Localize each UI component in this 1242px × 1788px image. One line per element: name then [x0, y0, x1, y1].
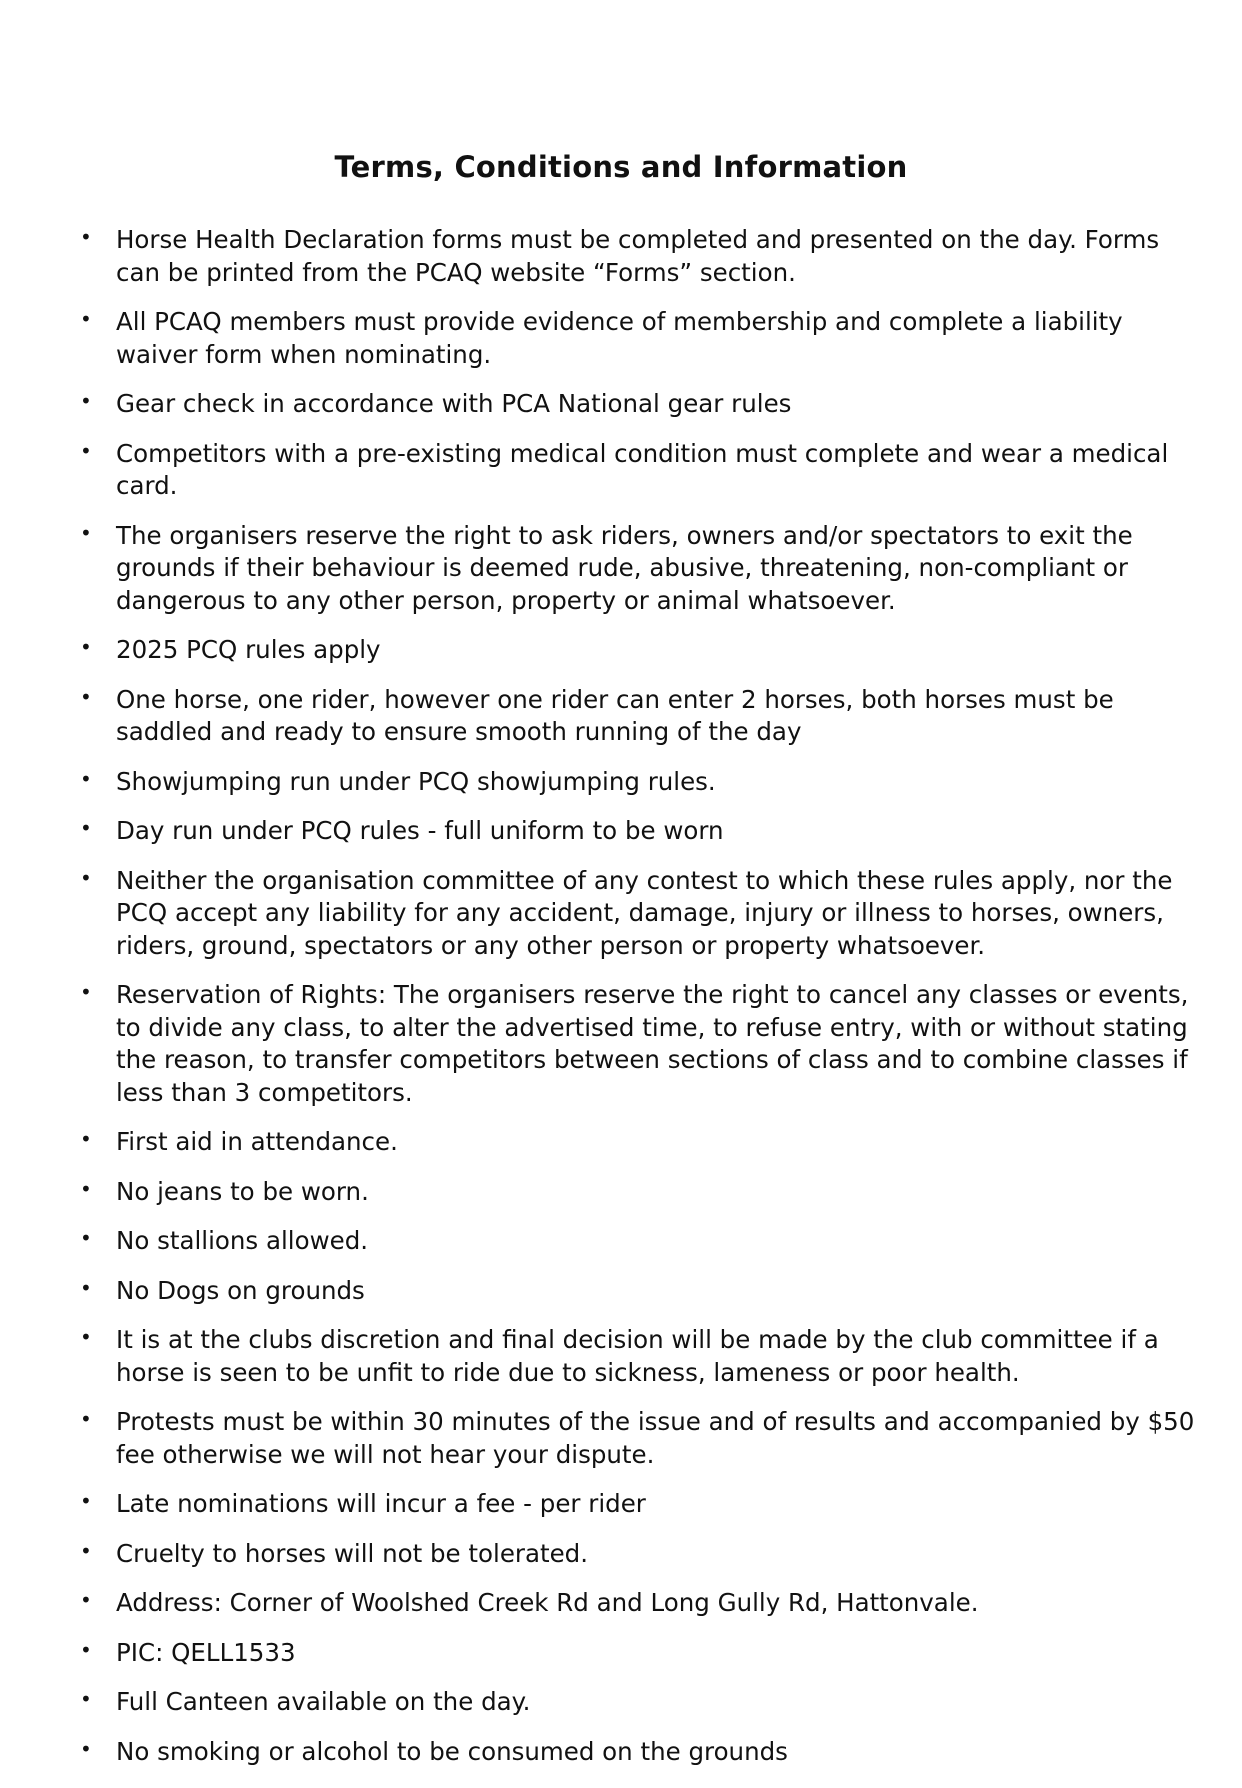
list-item: [0, 1538, 1242, 1571]
list-item-text: Late nominations will incur a fee - per rider: [116, 1489, 646, 1518]
bullet-icon: •: [80, 307, 92, 331]
bullet-icon: •: [80, 225, 92, 249]
bullet-icon: •: [80, 1325, 92, 1349]
list-item-text: PIC: QELL1533: [116, 1637, 296, 1667]
bullet-icon: •: [80, 1588, 92, 1612]
list-item: [0, 306, 1242, 371]
list-item: [0, 1275, 1242, 1308]
list-item: [0, 1686, 1242, 1719]
list-item-text: Reservation of Rights: The organisers reserve the right to cancel any classes or events, to divide any class, to alter the advertised time, to refuse entry, with or without stating the reason, to transfer competitors between sections of class and to combine classes if less than 3 competitors.: [116, 980, 1189, 1107]
list-item-text: No Dogs on grounds: [116, 1275, 365, 1305]
bullet-icon: •: [80, 1226, 92, 1250]
list-item: [0, 1176, 1242, 1209]
list-item-text: Full Canteen available on the day.: [116, 1687, 531, 1716]
list-item: [0, 1488, 1242, 1521]
list-item: [0, 1324, 1242, 1389]
list-item-text: It is at the clubs discretion and final decision will be made by the club committee if a horse is seen to be unfit to ride due to sickness, lameness or poor health.: [116, 1325, 1159, 1387]
bullet-icon: •: [80, 1176, 92, 1201]
list-item: [0, 1406, 1242, 1471]
list-item: [0, 979, 1242, 1109]
bullet-icon: •: [80, 438, 92, 463]
bullet-icon: •: [80, 816, 92, 840]
bullet-icon: •: [80, 1275, 92, 1300]
list-item: [0, 815, 1242, 848]
list-item-text: Showjumping run under PCQ showjumping rules.: [116, 766, 716, 796]
list-item-text: First aid in attendance.: [116, 1127, 398, 1156]
bullet-icon: •: [80, 520, 92, 545]
list-item: [0, 388, 1242, 421]
list-item-text: Neither the organisation committee of any contest to which these rules apply, nor the PCQ accept any liability for any accident, damage, injury or illness to horses, owners, riders, ground, spectators or any other person or property whatsoever.: [116, 865, 1173, 960]
list-item-text: All PCAQ members must provide evidence of membership and complete a liability waiver form when nominating.: [116, 307, 1123, 369]
bullet-icon: •: [80, 980, 92, 1004]
list-item: [0, 520, 1242, 618]
bullet-icon: •: [80, 1687, 92, 1711]
bullet-icon: •: [80, 1538, 92, 1563]
bullet-icon: •: [80, 684, 92, 709]
list-item: [0, 684, 1242, 749]
list-item-text: Address: Corner of Woolshed Creek Rd and Long Gully Rd, Hattonvale.: [116, 1588, 979, 1617]
list-item-text: Day run under PCQ rules - full uniform to be worn: [116, 816, 724, 845]
list-item-text: The organisers reserve the right to ask riders, owners and/or spectators to exit the grounds if their behaviour is deemed rude, abusive, threatening, non-compliant or dangerous to any other person, property or animal whatsoever.: [116, 520, 1133, 615]
bullet-icon: •: [80, 1736, 92, 1761]
list-item-text: One horse, one rider, however one rider can enter 2 horses, both horses must be saddled and ready to ensure smooth running of the day: [116, 684, 1114, 746]
bullet-icon: •: [80, 766, 92, 791]
list-item: [0, 1126, 1242, 1159]
list-item-text: Competitors with a pre-existing medical condition must complete and wear a medical card.: [116, 438, 1169, 500]
bullet-icon: •: [80, 1489, 92, 1513]
list-item: [0, 766, 1242, 799]
bullet-icon: •: [80, 1637, 92, 1662]
bullet-icon: •: [80, 865, 92, 890]
list-item-text: No stallions allowed.: [116, 1226, 369, 1255]
list-item: [0, 865, 1242, 963]
list-item: [0, 224, 1242, 289]
bullet-icon: •: [80, 389, 92, 413]
bullet-icon: •: [80, 635, 92, 659]
bullet-icon: •: [80, 1407, 92, 1431]
list-item: [0, 1225, 1242, 1258]
list-item: [0, 1736, 1242, 1769]
page-title: Terms, Conditions and Information: [334, 150, 908, 184]
list-item-text: Horse Health Declaration forms must be completed and presented on the day. Forms can be printed from the PCAQ website “Forms” section.: [116, 225, 1160, 287]
list-item: [0, 1587, 1242, 1620]
list-item-text: Gear check in accordance with PCA National gear rules: [116, 389, 792, 418]
list-item-text: 2025 PCQ rules apply: [116, 635, 381, 664]
list-item-text: Protests must be within 30 minutes of the issue and of results and accompanied by $50 fee otherwise we will not hear your dispute.: [116, 1407, 1195, 1469]
terms-list: [0, 224, 1242, 1785]
list-item-text: No smoking or alcohol to be consumed on the grounds: [116, 1736, 788, 1766]
list-item: [0, 438, 1242, 503]
bullet-icon: •: [80, 1127, 92, 1151]
list-item-text: Cruelty to horses will not be tolerated.: [116, 1538, 588, 1568]
list-item: [0, 1637, 1242, 1670]
list-item-text: No jeans to be worn.: [116, 1176, 369, 1206]
list-item: [0, 634, 1242, 667]
